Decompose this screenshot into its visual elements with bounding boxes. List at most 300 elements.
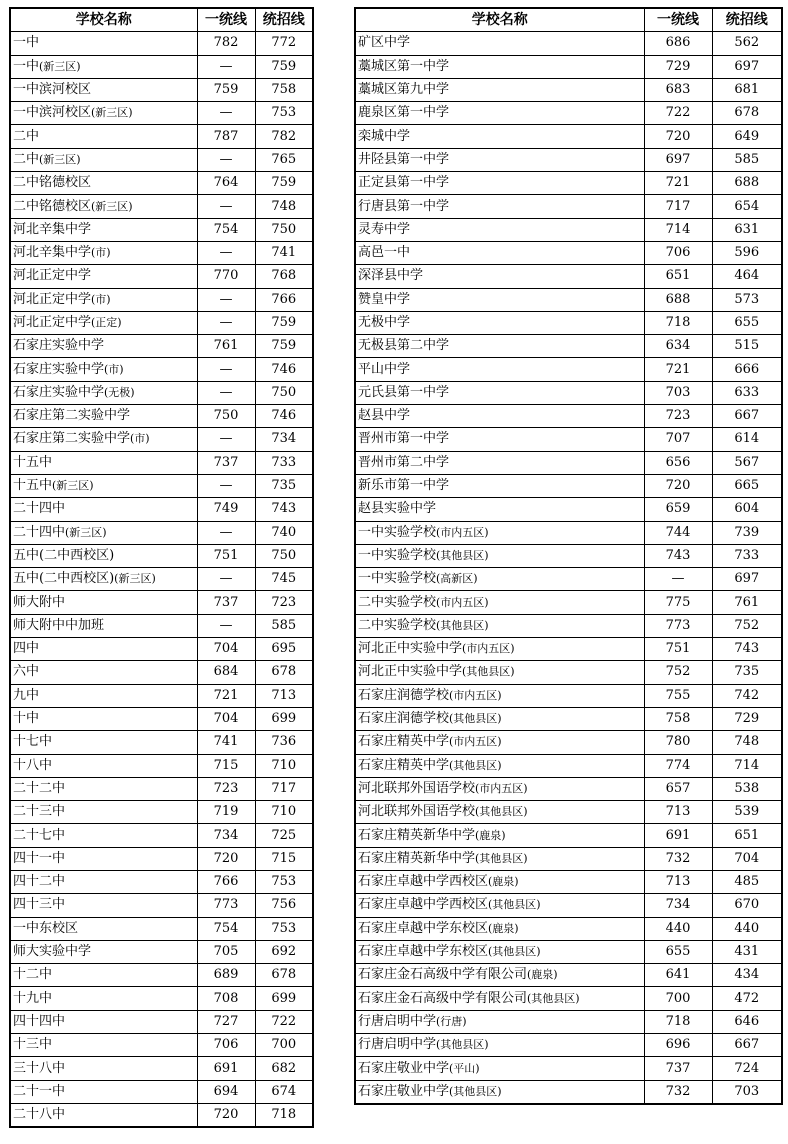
school-name: 河北联邦外国语学校 — [358, 804, 476, 820]
school-region-note: (平山) — [449, 1061, 480, 1075]
school-name: 石家庄敬业中学 — [358, 1060, 450, 1076]
school-name-cell — [355, 474, 644, 497]
school-name-cell — [355, 707, 644, 730]
school-name: 三十八中 — [13, 1060, 66, 1076]
unified-line-cell: 750 — [197, 405, 255, 428]
school-name: 四十二中 — [13, 874, 66, 890]
school-name-cell — [355, 241, 644, 264]
school-name-cell — [355, 32, 644, 55]
table-row — [10, 1080, 313, 1103]
school-name-cell — [355, 940, 644, 963]
school-name: 藁城区第一中学 — [358, 58, 450, 74]
unified-line-cell: 686 — [644, 32, 712, 55]
recruit-line-cell: 746 — [255, 358, 313, 381]
school-name-cell — [10, 474, 197, 497]
school-name-cell — [355, 55, 644, 78]
school-name: 二中 — [13, 128, 40, 144]
table-header-row — [355, 8, 782, 32]
table-row — [355, 381, 782, 404]
table-row — [10, 381, 313, 404]
unified-line-cell: 729 — [644, 55, 712, 78]
school-name: 石家庄敬业中学 — [358, 1083, 450, 1099]
table-row — [10, 568, 313, 591]
school-name: 无极中学 — [358, 315, 411, 330]
school-name-cell — [355, 894, 644, 917]
table-row — [355, 102, 782, 125]
school-name-cell — [355, 568, 644, 591]
unified-line-cell: — — [197, 428, 255, 451]
table-row — [355, 801, 782, 824]
unified-line-cell: 655 — [644, 940, 712, 963]
school-name: 河北正中实验中学 — [358, 641, 463, 657]
school-name-cell — [10, 405, 197, 428]
school-name: 二十八中 — [13, 1107, 66, 1123]
school-name-cell — [10, 987, 197, 1010]
school-name: 一中 — [13, 35, 40, 51]
school-region-note: (市内五区) — [449, 688, 502, 702]
school-name-cell — [10, 1080, 197, 1103]
school-name: 师大实验中学 — [13, 944, 92, 960]
school-name: 十三中 — [13, 1037, 53, 1053]
recruit-line-cell: 538 — [712, 777, 782, 800]
unified-line-cell: 697 — [644, 148, 712, 171]
recruit-line-cell: 758 — [255, 78, 313, 101]
school-name: 师大附中中加班 — [13, 617, 105, 633]
unified-line-cell: 684 — [197, 661, 255, 684]
school-name-cell — [10, 311, 197, 334]
school-name: 石家庄第二实验中学 — [13, 431, 131, 447]
recruit-line-cell: 633 — [712, 381, 782, 404]
recruit-line-cell: 567 — [712, 451, 782, 474]
school-name-cell — [355, 288, 644, 311]
school-name-cell — [355, 451, 644, 474]
school-name-cell — [355, 265, 644, 288]
school-name: 二中铭德校区 — [13, 198, 92, 214]
table-row — [355, 521, 782, 544]
school-name: 行唐启明中学 — [358, 1037, 437, 1053]
unified-line-cell: 755 — [644, 684, 712, 707]
unified-line-cell: 683 — [644, 78, 712, 101]
school-name-cell — [10, 451, 197, 474]
table-row — [10, 544, 313, 567]
table-row — [10, 1034, 313, 1057]
school-name-cell — [355, 1057, 644, 1080]
table-row — [10, 405, 313, 428]
table-row — [355, 638, 782, 661]
school-name: 一中滨河校区 — [13, 105, 92, 121]
school-name-cell — [10, 917, 197, 940]
unified-line-cell: 689 — [197, 964, 255, 987]
school-name: 河北正定中学 — [13, 315, 92, 330]
unified-line-cell: 780 — [644, 731, 712, 754]
table-row — [10, 288, 313, 311]
unified-line-cell: 688 — [644, 288, 712, 311]
table-row — [355, 358, 782, 381]
recruit-line-cell: 699 — [255, 987, 313, 1010]
table-row — [355, 824, 782, 847]
unified-line-cell: 787 — [197, 125, 255, 148]
table-row — [10, 172, 313, 195]
unified-line-cell: 718 — [644, 1010, 712, 1033]
school-name-cell — [355, 591, 644, 614]
unified-line-cell: 741 — [197, 731, 255, 754]
table-row — [10, 638, 313, 661]
unified-line-cell: 734 — [197, 824, 255, 847]
school-name: 二十四中 — [13, 501, 66, 517]
table-row — [10, 964, 313, 987]
unified-line-cell: 732 — [644, 1080, 712, 1104]
table-row — [355, 964, 782, 987]
school-name: 石家庄卓越中学西校区 — [358, 874, 489, 890]
school-name-cell — [355, 870, 644, 893]
unified-line-cell: 720 — [197, 1103, 255, 1127]
recruit-line-cell: 692 — [255, 940, 313, 963]
school-region-note: (市) — [91, 246, 111, 260]
school-name-cell — [355, 521, 644, 544]
recruit-line-cell: 753 — [255, 102, 313, 125]
unified-line-cell: — — [644, 568, 712, 591]
school-name-cell — [355, 964, 644, 987]
unified-line-cell: 759 — [197, 78, 255, 101]
left-score-table — [9, 7, 314, 1128]
school-name: 四十三中 — [13, 897, 66, 913]
school-region-note: (其他县区) — [488, 898, 541, 912]
recruit-line-cell: 434 — [712, 964, 782, 987]
unified-line-cell: 634 — [644, 335, 712, 358]
table-row — [355, 917, 782, 940]
table-row — [10, 731, 313, 754]
unified-line-cell: 782 — [197, 32, 255, 55]
table-row — [355, 684, 782, 707]
recruit-line-cell: 766 — [255, 288, 313, 311]
table-row — [355, 1057, 782, 1080]
school-name: 石家庄精英新华中学 — [358, 850, 476, 866]
school-name-cell — [355, 358, 644, 381]
school-name-cell — [355, 335, 644, 358]
unified-line-cell: 720 — [644, 474, 712, 497]
recruit-line-cell: 717 — [255, 777, 313, 800]
recruit-line-cell: 742 — [712, 684, 782, 707]
recruit-line-cell: 734 — [255, 428, 313, 451]
recruit-line-cell: 703 — [712, 1080, 782, 1104]
unified-line-cell: 773 — [197, 894, 255, 917]
recruit-line-cell: 713 — [255, 684, 313, 707]
right-table-body — [355, 32, 782, 1104]
school-name: 九中 — [13, 687, 40, 703]
table-row — [10, 148, 313, 171]
school-name: 石家庄金石高级中学有限公司 — [358, 967, 528, 983]
school-name: 十五中 — [13, 478, 53, 494]
school-name-cell — [355, 428, 644, 451]
recruit-line-cell: 743 — [255, 498, 313, 521]
school-name: 二中实验学校 — [358, 594, 437, 610]
school-name-cell — [10, 847, 197, 870]
school-name-cell — [10, 591, 197, 614]
school-region-note: (其他县区) — [527, 991, 580, 1005]
school-name: 十五中 — [13, 454, 53, 470]
school-name-cell — [355, 754, 644, 777]
school-name-cell — [355, 218, 644, 241]
school-region-note: (其他县区) — [436, 618, 489, 632]
school-name-cell — [10, 568, 197, 591]
school-name: 深泽县中学 — [358, 268, 424, 284]
table-row — [10, 428, 313, 451]
recruit-line-cell: 704 — [712, 847, 782, 870]
school-region-note: (市) — [91, 292, 111, 306]
recruit-line-cell: 741 — [255, 241, 313, 264]
table-row — [10, 1010, 313, 1033]
school-name-cell — [355, 824, 644, 847]
school-name-cell — [10, 102, 197, 125]
unified-line-cell: 708 — [197, 987, 255, 1010]
recruit-line-cell: 718 — [255, 1103, 313, 1127]
school-name: 晋州市第一中学 — [358, 431, 450, 447]
recruit-line-cell: 750 — [255, 544, 313, 567]
school-name: 四中 — [13, 641, 40, 657]
school-name: 石家庄精英新华中学 — [358, 827, 476, 843]
school-name: 无极县第二中学 — [358, 338, 450, 354]
recruit-line-cell: 753 — [255, 917, 313, 940]
school-name: 五中(二中西校区) — [13, 547, 115, 563]
recruit-line-cell: 765 — [255, 148, 313, 171]
school-region-note: (鹿泉) — [488, 875, 519, 889]
school-name: 二十三中 — [13, 804, 66, 820]
table-row — [10, 195, 313, 218]
recruit-line-cell: 735 — [712, 661, 782, 684]
school-name-cell — [355, 102, 644, 125]
table-row — [10, 684, 313, 707]
school-region-note: (其他县区) — [449, 1084, 502, 1098]
school-region-note: (其他县区) — [449, 712, 502, 726]
school-name-cell — [10, 707, 197, 730]
school-name-cell — [10, 1010, 197, 1033]
school-region-note: (市) — [104, 362, 124, 376]
school-name: 石家庄润德学校 — [358, 687, 450, 703]
school-region-note: (新三区) — [39, 59, 81, 73]
unified-line-cell: 656 — [644, 451, 712, 474]
unified-line-cell: 696 — [644, 1034, 712, 1057]
school-name: 师大附中 — [13, 594, 66, 610]
school-name: 晋州市第二中学 — [358, 454, 450, 470]
unified-line-cell: — — [197, 55, 255, 78]
school-region-note: (其他县区) — [475, 851, 528, 865]
school-name: 河北正定中学 — [13, 268, 92, 284]
school-name: 赵县实验中学 — [358, 501, 437, 517]
unified-line-cell: 719 — [197, 801, 255, 824]
unified-line-cell: — — [197, 358, 255, 381]
unified-line-cell: 766 — [197, 870, 255, 893]
recruit-line-cell: 729 — [712, 707, 782, 730]
table-row — [355, 405, 782, 428]
table-row — [355, 870, 782, 893]
table-row — [355, 1010, 782, 1033]
recruit-line-cell: 748 — [712, 731, 782, 754]
recruit-line-cell: 562 — [712, 32, 782, 55]
table-row — [355, 731, 782, 754]
school-name: 四十一中 — [13, 850, 66, 866]
school-name: 鹿泉区第一中学 — [358, 105, 450, 121]
school-name-cell — [355, 614, 644, 637]
table-row — [355, 195, 782, 218]
school-name-cell — [10, 148, 197, 171]
unified-line-cell: 758 — [644, 707, 712, 730]
recruit-line-cell: 750 — [255, 218, 313, 241]
school-name: 二十四中 — [13, 524, 66, 540]
recruit-line-cell: 655 — [712, 311, 782, 334]
unified-line-cell: 754 — [197, 218, 255, 241]
table-row — [355, 568, 782, 591]
recruit-line-cell: 759 — [255, 311, 313, 334]
school-name-cell — [10, 288, 197, 311]
unified-line-cell: 775 — [644, 591, 712, 614]
school-name-cell — [10, 78, 197, 101]
recruit-line-cell: 710 — [255, 754, 313, 777]
header-recruit-line: 统招线 — [255, 8, 313, 32]
recruit-line-cell: 723 — [255, 591, 313, 614]
recruit-line-cell: 746 — [255, 405, 313, 428]
school-name: 石家庄实验中学 — [13, 338, 105, 354]
table-row — [10, 311, 313, 334]
unified-line-cell: 718 — [644, 311, 712, 334]
unified-line-cell: 707 — [644, 428, 712, 451]
school-name: 十七中 — [13, 734, 53, 750]
school-name-cell — [355, 801, 644, 824]
table-row — [355, 241, 782, 264]
school-name-cell — [10, 801, 197, 824]
table-row — [10, 754, 313, 777]
table-row — [10, 940, 313, 963]
school-name: 石家庄精英中学 — [358, 734, 450, 750]
table-row — [10, 777, 313, 800]
recruit-line-cell: 714 — [712, 754, 782, 777]
school-region-note: (其他县区) — [436, 548, 489, 562]
school-name-cell — [10, 964, 197, 987]
recruit-line-cell: 678 — [255, 661, 313, 684]
school-name-cell — [355, 731, 644, 754]
school-name: 一中实验学校 — [358, 571, 437, 587]
school-region-note: (其他县区) — [475, 805, 528, 819]
table-row — [355, 1034, 782, 1057]
school-name-cell — [355, 544, 644, 567]
unified-line-cell: 743 — [644, 544, 712, 567]
school-name: 石家庄实验中学 — [13, 361, 105, 377]
school-name: 赞皇中学 — [358, 291, 411, 307]
table-row — [355, 32, 782, 55]
school-name-cell — [10, 218, 197, 241]
school-region-note: (市内五区) — [436, 525, 489, 539]
unified-line-cell: 703 — [644, 381, 712, 404]
school-name-cell — [355, 777, 644, 800]
unified-line-cell: 714 — [644, 218, 712, 241]
unified-line-cell: 727 — [197, 1010, 255, 1033]
school-name: 元氏县第一中学 — [358, 384, 450, 400]
unified-line-cell: 774 — [644, 754, 712, 777]
recruit-line-cell: 431 — [712, 940, 782, 963]
school-region-note: (其他县区) — [462, 665, 515, 679]
school-region-note: (鹿泉) — [488, 921, 519, 935]
school-name: 十二中 — [13, 967, 53, 983]
recruit-line-cell: 735 — [255, 474, 313, 497]
table-row — [355, 987, 782, 1010]
table-row — [10, 870, 313, 893]
recruit-line-cell: 649 — [712, 125, 782, 148]
school-name: 行唐县第一中学 — [358, 198, 450, 214]
table-row — [10, 78, 313, 101]
school-name-cell — [10, 335, 197, 358]
school-name: 正定县第一中学 — [358, 175, 450, 191]
school-name: 河北联邦外国语学校 — [358, 780, 476, 796]
recruit-line-cell: 585 — [712, 148, 782, 171]
recruit-line-cell: 646 — [712, 1010, 782, 1033]
school-name-cell — [10, 544, 197, 567]
school-name: 二中铭德校区 — [13, 175, 92, 191]
unified-line-cell: 704 — [197, 707, 255, 730]
school-name-cell — [10, 172, 197, 195]
recruit-line-cell: 666 — [712, 358, 782, 381]
recruit-line-cell: 667 — [712, 405, 782, 428]
recruit-line-cell: 756 — [255, 894, 313, 917]
school-name: 十中 — [13, 711, 40, 727]
school-name-cell — [355, 498, 644, 521]
table-row — [355, 218, 782, 241]
school-region-note: (新三区) — [39, 152, 81, 166]
school-region-note: (高新区) — [436, 572, 478, 586]
unified-line-cell: 691 — [197, 1057, 255, 1080]
table-row — [355, 1080, 782, 1104]
unified-line-cell: 754 — [197, 917, 255, 940]
unified-line-cell: — — [197, 148, 255, 171]
school-name: 石家庄精英中学 — [358, 757, 450, 773]
school-name: 井陉县第一中学 — [358, 151, 450, 167]
school-name-cell — [10, 55, 197, 78]
school-name: 一中滨河校区 — [13, 82, 92, 98]
school-name: 石家庄润德学校 — [358, 711, 450, 727]
table-row — [355, 544, 782, 567]
school-region-note: (新三区) — [91, 106, 133, 120]
unified-line-cell: 720 — [644, 125, 712, 148]
recruit-line-cell: 464 — [712, 265, 782, 288]
recruit-line-cell: 485 — [712, 870, 782, 893]
school-name-cell — [10, 428, 197, 451]
table-row — [355, 428, 782, 451]
school-name: 一中东校区 — [13, 920, 79, 936]
table-row — [10, 521, 313, 544]
table-row — [10, 335, 313, 358]
table-row — [10, 1103, 313, 1127]
unified-line-cell: 713 — [644, 801, 712, 824]
unified-line-cell: 704 — [197, 638, 255, 661]
school-name-cell — [10, 638, 197, 661]
school-region-note: (鹿泉) — [475, 828, 506, 842]
school-name: 石家庄卓越中学东校区 — [358, 944, 489, 960]
school-name-cell — [10, 940, 197, 963]
unified-line-cell: 721 — [644, 358, 712, 381]
table-row — [355, 148, 782, 171]
school-name: 新乐市第一中学 — [358, 478, 450, 494]
school-name-cell — [10, 824, 197, 847]
unified-line-cell: 770 — [197, 265, 255, 288]
school-name: 二十七中 — [13, 827, 66, 843]
unified-line-cell: 749 — [197, 498, 255, 521]
header-school-name: 学校名称 — [10, 8, 197, 32]
school-name-cell — [355, 195, 644, 218]
right-score-table — [354, 7, 783, 1105]
unified-line-cell: — — [197, 521, 255, 544]
school-region-note: (其他县区) — [488, 945, 541, 959]
table-row — [10, 498, 313, 521]
recruit-line-cell: 740 — [255, 521, 313, 544]
school-name-cell — [355, 381, 644, 404]
